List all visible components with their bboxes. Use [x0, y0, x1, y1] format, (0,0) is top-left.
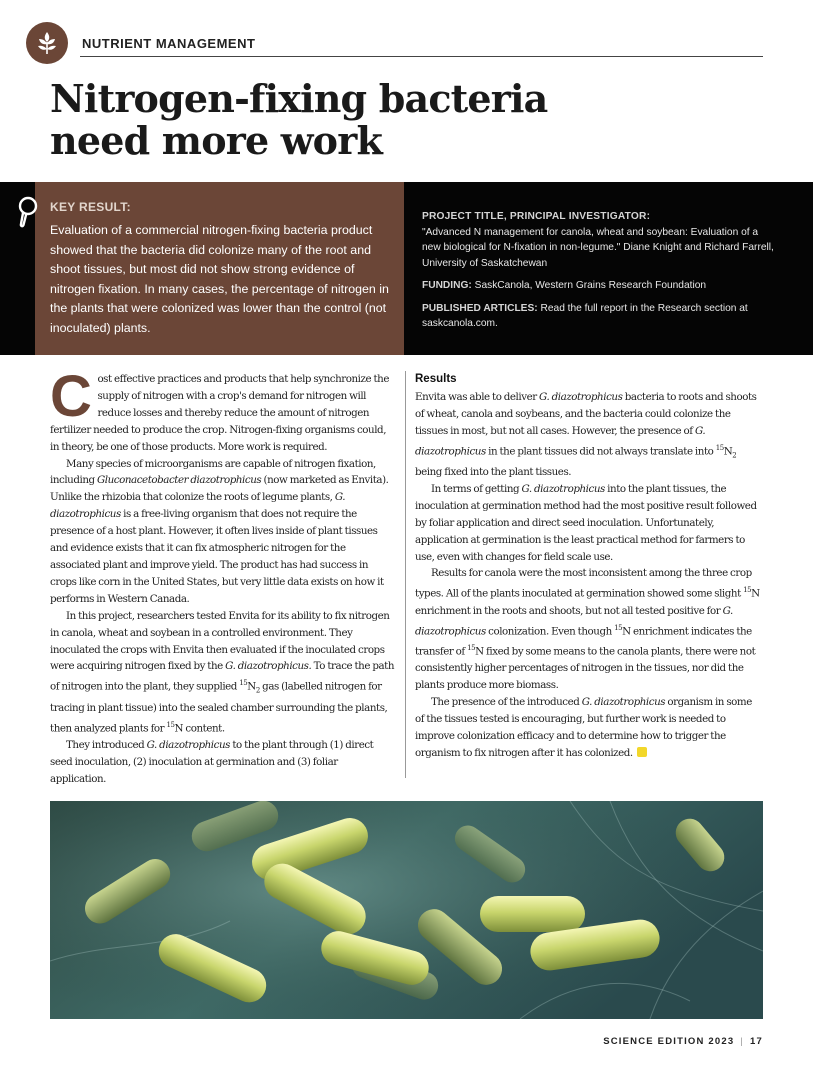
species-name: Gluconacetobacter diazotrophicus: [97, 474, 262, 487]
results-heading: Results: [415, 373, 457, 385]
paragraph-text: N fixed by some means to the canola plants, there were not consistently higher percentages of nitrogen in the tissues, nor did the plants produce more biomass.: [415, 645, 756, 692]
isotope-superscript: 15: [239, 679, 248, 688]
page-number: 17: [750, 1036, 763, 1047]
paragraph-text: In this project, researchers tested Envita for its ability to fix nitrogen in canola, wheat and soybean in a controlled environment. They inoculated the crops with Envita then evaluated if the inoculated crops were acquiring nitrogen fixed by the: [50, 609, 390, 673]
paragraph-text: is a free-living organism that does not require the presence of a host plant. However, it often lives inside of plant tissues and evidence exists that it can fix atmospheric nitrogen for the associated plant and improve yield. The product has had success in crops like corn in the United States, but very little data exists on how it performs in Western Canada.: [50, 508, 384, 605]
published-label: PUBLISHED ARTICLES:: [422, 302, 538, 314]
isotope-superscript: 15: [467, 643, 476, 652]
key-result-text: Evaluation of a commercial nitrogen-fixing bacteria product showed that the bacteria did colonize many of the root and shoot tissues, but most did not show strong evidence of nitrogen fixation. In many cases, the percentage of nitrogen in the plants that were colonized was lower than the control (not inoculated) plants.: [50, 223, 389, 335]
body-column-right: [415, 371, 761, 762]
paragraph-text: Many species of microorganisms are capable of nitrogen fixation, including: [50, 457, 376, 487]
body-paragraph-1: [50, 364, 395, 456]
element-symbol: N: [247, 680, 256, 693]
section-label: NUTRIENT MANAGEMENT: [82, 36, 256, 51]
project-title-label: PROJECT TITLE, PRINCIPAL INVESTIGATOR:: [422, 211, 651, 222]
publication-name: SCIENCE EDITION 2023: [603, 1036, 735, 1047]
key-result-label: KEY RESULT:: [50, 200, 131, 214]
funding-text: SaskCanola, Western Grains Research Foundation: [474, 280, 707, 291]
paragraph-text: They introduced: [66, 738, 147, 751]
paragraph-text: being fixed into the plant tissues.: [415, 466, 572, 478]
paragraph-text: bacteria to roots and shoots of wheat, canola and soybeans, and the bacteria could colonize the tissues in most, but not all cases. However, the presence of: [415, 390, 757, 437]
paragraph-text: gas (labelled nitrogen for tracing in plant tissue) into the sealed chamber surrounding the plants, then analyzed plants for: [50, 680, 388, 735]
drop-cap: C: [50, 364, 92, 429]
body-paragraph-4: [50, 737, 395, 788]
body-paragraph-2: [50, 456, 395, 608]
paragraph-text: to the plant through (1) direct seed inoculation, (2) inoculation at germination and (3) foliar application.: [50, 738, 374, 785]
species-name: G. diazotrophicus: [50, 491, 346, 521]
paragraph-text: Envita was able to deliver: [415, 390, 540, 403]
element-symbol: N: [723, 445, 733, 458]
title-line-2: need more work: [50, 118, 382, 163]
paragraph-text: Results for canola were the most inconsistent among the three crop types. All of the plants inoculated at germination showed some slight: [415, 567, 752, 600]
paragraph-text: colonization. Even though: [485, 625, 615, 637]
published-text: Read the full report in the Research section at saskcanola.com.: [422, 302, 748, 329]
results-paragraph-2: [415, 481, 761, 566]
paragraph-text: ost effective practices and products that help synchronize the supply of nitrogen with a crop's demand for nitrogen will reduce losses and thereby reduce the amount of nitrogen fertilizer needed to produce the crop. Nitrogen-fixing organisms could, in theory, be one of those products. More work is required.: [50, 373, 389, 453]
section-divider: [80, 56, 763, 57]
isotope-superscript: 15: [614, 623, 623, 632]
paragraph-text: The presence of the introduced: [431, 696, 582, 709]
page-footer: [603, 1036, 763, 1047]
isotope-superscript: 15: [166, 720, 175, 729]
end-of-article-icon: [637, 747, 647, 757]
funding-label: FUNDING:: [422, 280, 472, 291]
project-title-text: "Advanced N management for canola, wheat and soybean: Evaluation of a new biological for N-fixation in non-legume." Diane Knight and Richard Farrell, University of Saskatchewan: [422, 226, 774, 269]
bacteria-micrograph: [50, 801, 763, 1019]
paragraph-text: N enrichment indicates the transfer of: [415, 625, 752, 658]
isotope-superscript: 15: [715, 443, 724, 452]
magnifier-icon: [16, 194, 40, 230]
footer-separator: |: [740, 1036, 745, 1047]
species-name: G. diazotrophicus: [415, 604, 733, 637]
species-name: G. diazotrophicus: [415, 424, 706, 458]
published-block: [422, 301, 777, 332]
species-name: G. diazotrophicus: [146, 738, 230, 751]
project-title-block: [422, 209, 777, 271]
project-info: [422, 209, 777, 339]
title-line-1: Nitrogen-fixing bacteria: [50, 76, 548, 121]
body-paragraph-3: [50, 608, 395, 737]
species-name: G. diazotrophicus: [581, 696, 666, 709]
results-paragraph-1: [415, 389, 761, 481]
body-column-left: [50, 364, 395, 788]
results-paragraph-3: [415, 565, 761, 694]
paragraph-text: into the plant tissues, the inoculation at germination method had the most positive result followed by foliar application and direct seed inoculation. Unfortunately, application at germination is the least practical method for farmers to use, even with changes for field scale use.: [415, 482, 757, 563]
species-name: G. diazotrophicus.: [225, 660, 312, 673]
paragraph-text: N content.: [174, 722, 225, 735]
canola-plant-icon: [35, 30, 59, 56]
paragraph-text: In terms of getting: [431, 482, 522, 495]
results-paragraph-4: [415, 694, 761, 762]
section-badge: [26, 22, 68, 64]
subscript: 2: [255, 686, 260, 695]
isotope-superscript: 15: [743, 586, 752, 595]
funding-block: [422, 278, 777, 294]
paragraph-text: To trace the path of nitrogen into the plant, they supplied: [50, 660, 395, 693]
article-title: [50, 78, 750, 162]
species-name: G. diazotrophicus: [539, 390, 623, 403]
paragraph-text: organism in some of the tissues tested is encouraging, but further work is needed to improve colonization efficacy and to determine how to trigger the organism to fix nitrogen after it has colonized.: [415, 696, 752, 759]
subscript: 2: [732, 451, 737, 460]
paragraph-text: in the plant tissues did not always translate into: [485, 445, 716, 458]
paragraph-text: N enrichment in the roots and shoots, but not all tested positive for: [415, 587, 760, 617]
species-name: G. diazotrophicus: [521, 482, 605, 495]
bacteria-micrograph-image: [50, 801, 763, 1019]
column-divider: [405, 371, 406, 778]
paragraph-text: (now marketed as Envita). Unlike the rhizobia that colonize the roots of legume plants,: [50, 474, 389, 504]
